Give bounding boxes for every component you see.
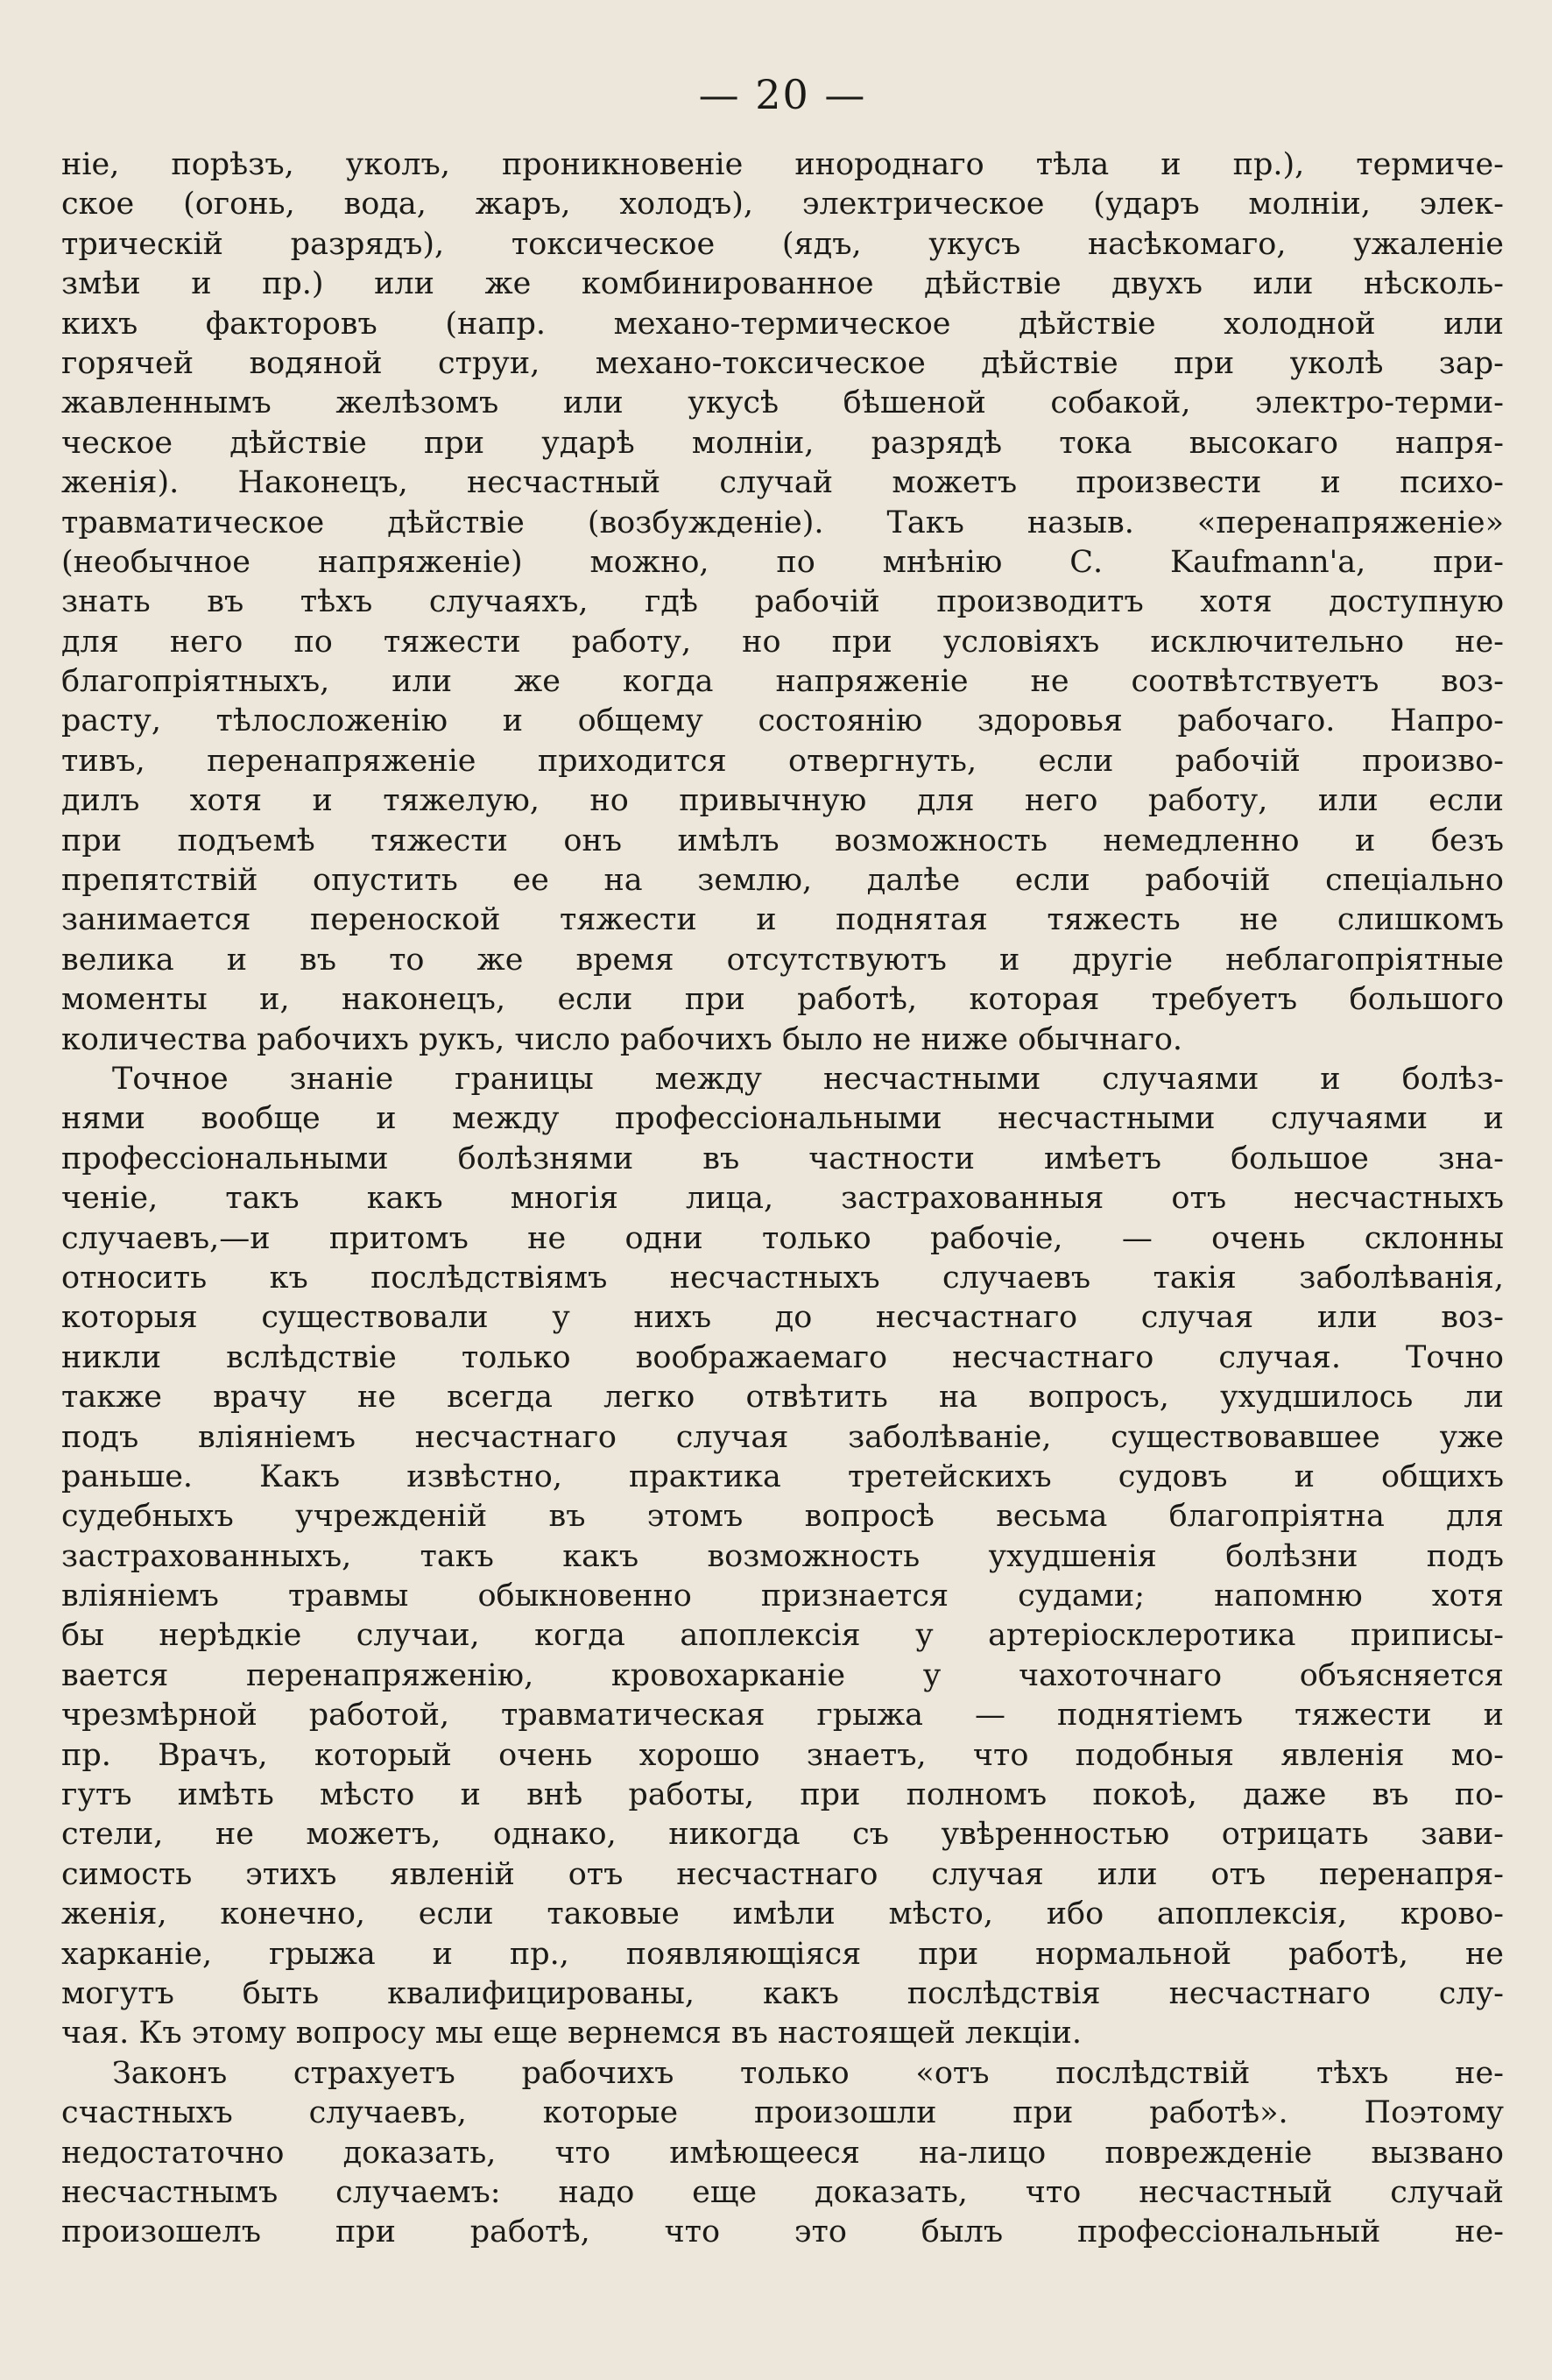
text-line: симость этихъ явленій отъ несчастнаго случая или отъ перенапря- bbox=[61, 1856, 1504, 1892]
text-line: также врачу не всегда легко отвѣтить на вопросъ, ухудшилось ли bbox=[61, 1380, 1504, 1416]
text-line: вліяніемъ травмы обыкновенно признается судами; напомню хотя bbox=[61, 1578, 1504, 1614]
text-line: дилъ хотя и тяжелую, но привычную для него работу, или если bbox=[61, 783, 1504, 819]
text-line: застрахованныхъ, такъ какъ возможность ухудшенія болѣзни подъ bbox=[61, 1538, 1504, 1574]
text-line: женія). Наконецъ, несчастный случай можетъ произвести и психо- bbox=[61, 465, 1504, 501]
text-line: травматическое дѣйствіе (возбужденіе). Такъ назыв. «перенапряженіе» bbox=[61, 505, 1504, 540]
text-line: кихъ факторовъ (напр. механо-термическое дѣйствіе холодной или bbox=[61, 306, 1504, 342]
text-line: Точное знаніе границы между несчастными случаями и болѣз- bbox=[112, 1061, 1504, 1097]
text-line: препятствій опустить ее на землю, далѣе если рабочій спеціально bbox=[61, 863, 1504, 899]
text-line: знать въ тѣхъ случаяхъ, гдѣ рабочій производитъ хотя доступную bbox=[61, 584, 1504, 620]
text-line: расту, тѣлосложенію и общему состоянію здоровья рабочаго. Напро- bbox=[61, 703, 1504, 739]
text-line: женія, конечно, если таковые имѣли мѣсто, ибо апоплексія, крово- bbox=[61, 1896, 1504, 1932]
text-line: гутъ имѣть мѣсто и внѣ работы, при полномъ покоѣ, даже въ по- bbox=[61, 1777, 1504, 1813]
text-line: пр. Врачъ, который очень хорошо знаетъ, что подобныя явленія мо- bbox=[61, 1737, 1504, 1773]
text-line: ченіе, такъ какъ многія лица, застрахованныя отъ несчастныхъ bbox=[61, 1181, 1504, 1217]
text-line: горячей водяной струи, механо-токсическое дѣйствіе при уколѣ зар- bbox=[61, 345, 1504, 381]
text-line: ческое дѣйствіе при ударѣ молніи, разрядѣ тока высокаго напря- bbox=[61, 425, 1504, 461]
text-line: велика и въ то же время отсутствуютъ и другіе неблагопріятные bbox=[61, 942, 1504, 978]
text-line: профессіональными болѣзнями въ частности имѣетъ большое зна- bbox=[61, 1141, 1504, 1176]
text-line: количества рабочихъ рукъ, число рабочихъ было не ниже обычнаго. bbox=[61, 1021, 1183, 1057]
text-line: моменты и, наконецъ, если при работѣ, которая требуетъ большого bbox=[61, 982, 1504, 1018]
text-line: стели, не можетъ, однако, никогда съ увѣренностью отрицать зави- bbox=[61, 1817, 1504, 1853]
text-line: судебныхъ учрежденій въ этомъ вопросѣ весьма благопріятна для bbox=[61, 1499, 1504, 1535]
text-line: произошелъ при работѣ, что это былъ профессіональный не- bbox=[61, 2214, 1504, 2250]
text-line: никли вслѣдствіе только воображаемаго несчастнаго случая. Точно bbox=[61, 1339, 1504, 1375]
text-line: тивъ, перенапряженіе приходится отвергнуть, если рабочій произво- bbox=[61, 743, 1504, 779]
text-line: харканіе, грыжа и пр., появляющіяся при нормальной работѣ, не bbox=[61, 1936, 1504, 1972]
text-line: нями вообще и между профессіональными несчастными случаями и bbox=[61, 1101, 1504, 1137]
text-line: относить къ послѣдствіямъ несчастныхъ случаевъ такія заболѣванія, bbox=[61, 1260, 1504, 1296]
text-line: благопріятныхъ, или же когда напряженіе не соотвѣтствуетъ воз- bbox=[61, 664, 1504, 700]
text-line: занимается переноской тяжести и поднятая тяжесть не слишкомъ bbox=[61, 902, 1504, 938]
text-line: которыя существовали у нихъ до несчастнаго случая или воз- bbox=[61, 1300, 1504, 1336]
text-line: недостаточно доказать, что имѣющееся на-лицо поврежденіе вызвано bbox=[61, 2135, 1504, 2171]
page-number: — 20 — bbox=[698, 71, 867, 118]
text-line: (необычное напряженіе) можно, по мнѣнію С. Kaufmann'a, при- bbox=[61, 544, 1504, 580]
text-line: жавленнымъ желѣзомъ или укусѣ бѣшеной собакой, электро-терми- bbox=[61, 385, 1504, 421]
text-line: чрезмѣрной работой, травматическая грыжа — поднятіемъ тяжести и bbox=[61, 1698, 1504, 1734]
text-line: счастныхъ случаевъ, которые произошли при работѣ». Поэтому bbox=[61, 2095, 1504, 2131]
text-line: при подъемѣ тяжести онъ имѣлъ возможность немедленно и безъ bbox=[61, 823, 1504, 858]
text-line: трическій разрядъ), токсическое (ядъ, укусъ насѣкомаго, ужаленіе bbox=[61, 226, 1504, 262]
text-line: ніе, порѣзъ, уколъ, проникновеніе инороднаго тѣла и пр.), термиче- bbox=[61, 147, 1504, 182]
text-line: Законъ страхуетъ рабочихъ только «отъ послѣдствій тѣхъ не- bbox=[112, 2055, 1504, 2091]
text-line: могутъ быть квалифицированы, какъ послѣдствія несчастнаго слу- bbox=[61, 1975, 1504, 2011]
text-line: ское (огонь, вода, жаръ, холодъ), электрическое (ударъ молніи, элек- bbox=[61, 187, 1504, 222]
text-line: бы нерѣдкіе случаи, когда апоплексія у артеріосклеротика приписы- bbox=[61, 1618, 1504, 1654]
text-line: несчастнымъ случаемъ: надо еще доказать, что несчастный случай bbox=[61, 2174, 1504, 2210]
text-line: раньше. Какъ извѣстно, практика третейскихъ судовъ и общихъ bbox=[61, 1458, 1504, 1494]
text-line: змѣи и пр.) или же комбинированное дѣйствіе двухъ или нѣсколь- bbox=[61, 266, 1504, 302]
text-line: случаевъ,—и притомъ не одни только рабочіе, — очень склонны bbox=[61, 1220, 1504, 1256]
text-line: чая. Къ этому вопросу мы еще вернемся въ настоящей лекціи. bbox=[61, 2016, 1082, 2052]
text-line: подъ вліяніемъ несчастнаго случая заболѣваніе, существовавшее уже bbox=[61, 1419, 1504, 1455]
body-text bbox=[61, 145, 1504, 2253]
text-line: для него по тяжести работу, но при условіяхъ исключительно не- bbox=[61, 624, 1504, 660]
text-line: вается перенапряженію, кровохарканіе у чахоточнаго объясняется bbox=[61, 1657, 1504, 1693]
